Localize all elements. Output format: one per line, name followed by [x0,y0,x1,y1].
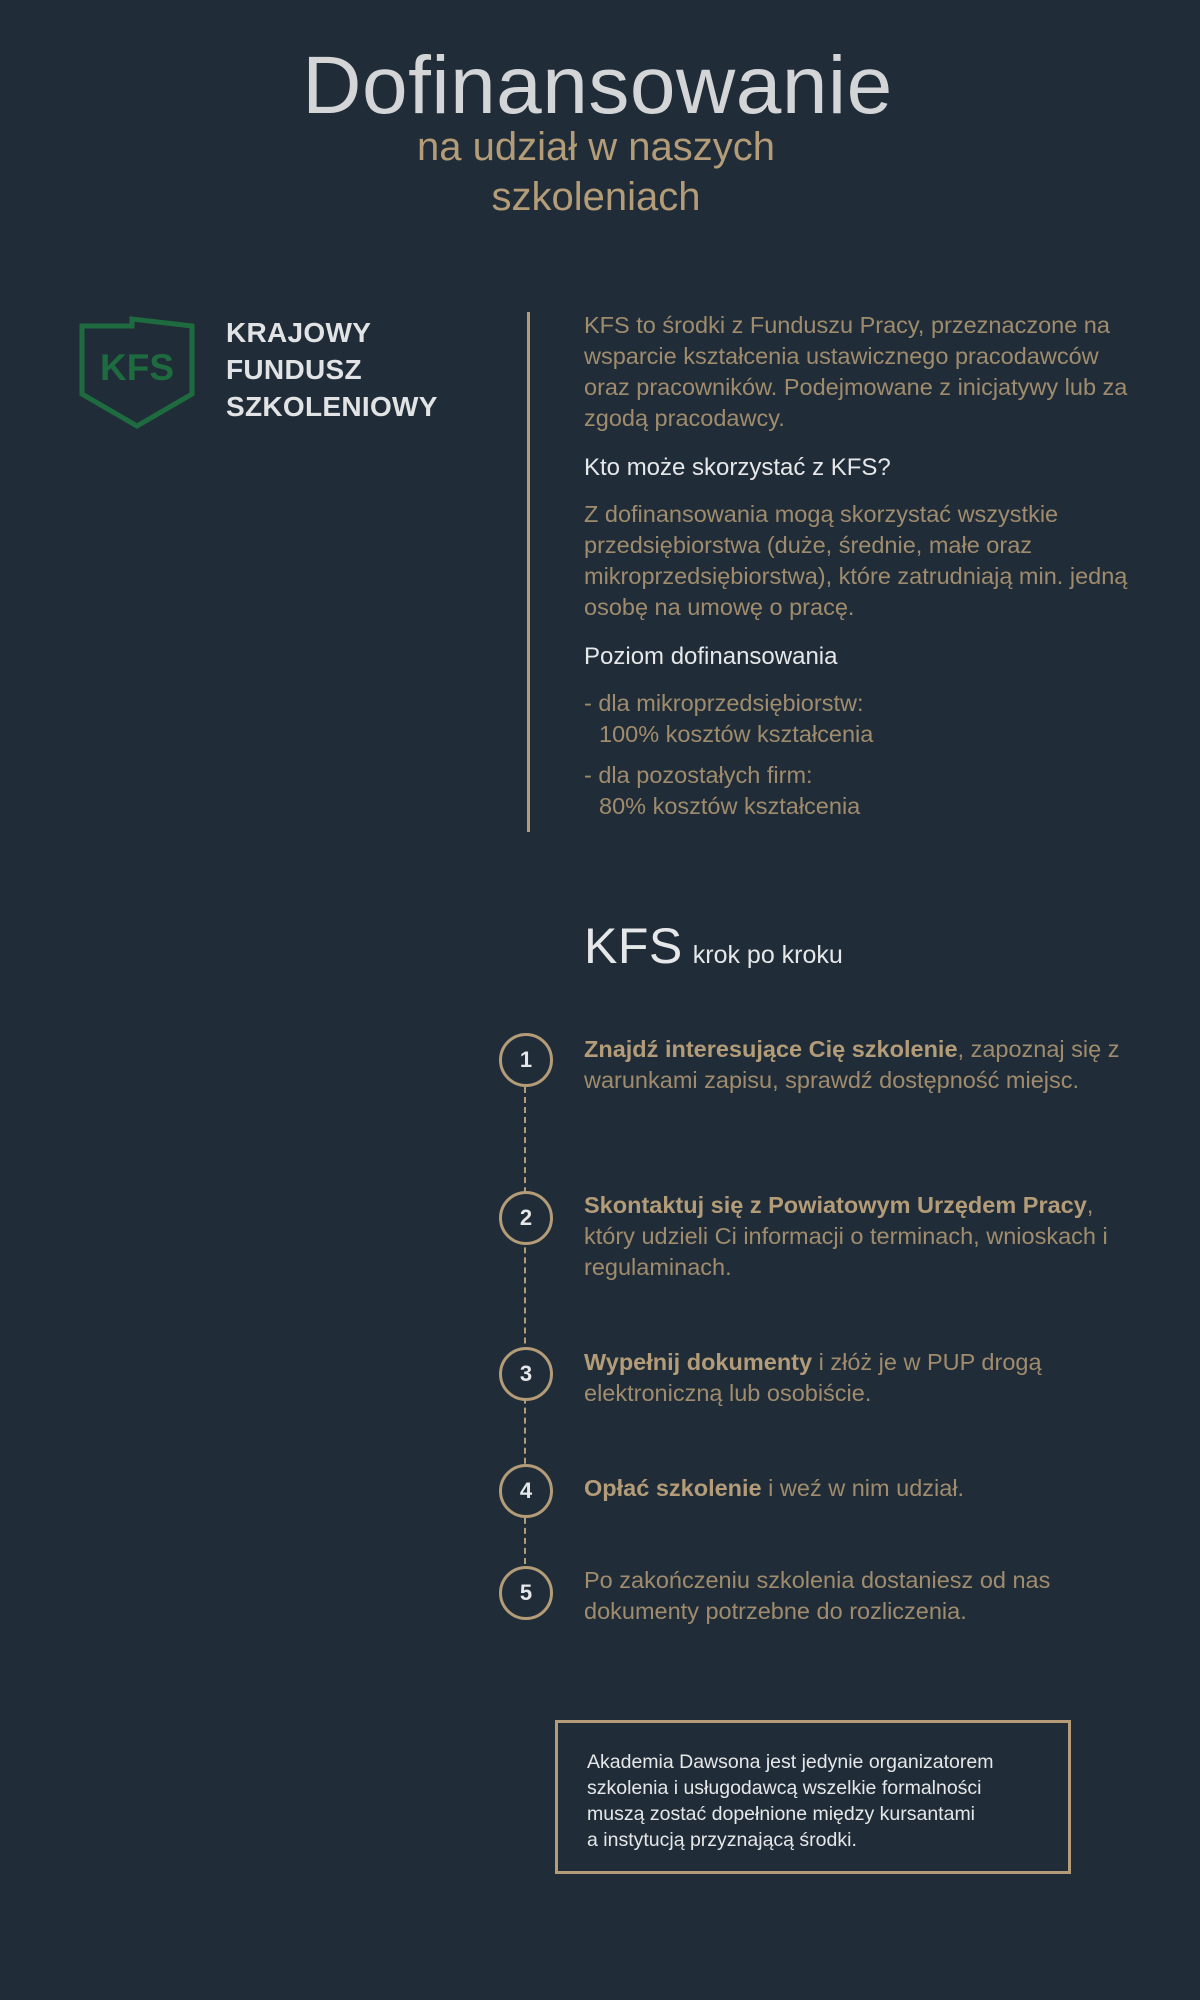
kfs-name-line: SZKOLENIOWY [226,391,438,422]
step-number-badge: 2 [499,1191,553,1245]
step-description: , który udzieli Ci informacji o terminach, wnioskach i regulaminach. [584,1192,1108,1280]
step-highlight: Skontaktuj się z Powiatowym Urzędem Pracy [584,1192,1087,1218]
step-number-badge: 1 [499,1033,553,1087]
vertical-divider [527,312,530,832]
step-description: i weź w nim udział. [761,1475,965,1501]
step-highlight: Opłać szkolenie [584,1475,762,1501]
step-highlight: Znajdź interesujące Cię szkolenie [584,1036,958,1062]
funding-level-value: 80% kosztów kształcenia [599,793,861,819]
step-description: Po zakończeniu szkolenia dostaniesz od nas dokumenty potrzebne do rozliczenia. [584,1567,1051,1624]
step-description: i złóż je w PUP drogą elektroniczną lub osobiście. [584,1349,1042,1406]
disclaimer-box [555,1720,1071,1874]
disclaimer-line: muszą zostać dopełnione między kursantami [587,1803,976,1825]
kfs-name-line: KRAJOWY [226,317,372,348]
step-highlight: Wypełnij dokumenty [584,1349,813,1375]
step-description: , zapoznaj się z warunkami zapisu, sprawdź dostępność miejsc. [584,1036,1120,1093]
subtitle-line: szkoleniach [491,175,701,219]
step-text [584,1473,1144,1504]
kfs-logo-text: KFS [100,347,174,388]
kfs-intro-text: KFS to środki z Funduszu Pracy, przeznaczone na wsparcie kształcenia ustawicznego pracodawców oraz pracowników. Podejmowane z inicjatywy lub za zgodą pracodawcy. [584,312,1128,431]
steps-heading-main: KFS [584,918,683,974]
list-item [584,760,1144,822]
list-item [584,688,1144,750]
step-number-badge: 5 [499,1566,553,1620]
eligibility-text: Z dofinansowania mogą skorzystać wszystkie przedsiębiorstwa (duże, średnie, małe oraz mikroprzedsiębiorstwa), które zatrudniają min. jedną osobę na umowę o pracę. [584,501,1128,620]
step-text [584,1565,1144,1627]
disclaimer-line: a instytucją przyznającą środki. [587,1829,857,1851]
step-text [584,1034,1144,1096]
kfs-name-line: FUNDUSZ [226,354,362,385]
disclaimer-line: Akademia Dawsona jest jedynie organizatorem [587,1751,994,1773]
step-number-badge: 4 [499,1464,553,1518]
page-title: Dofinansowanie [302,40,893,131]
funding-level-value: 100% kosztów kształcenia [599,721,874,747]
funding-level-label: - dla mikroprzedsiębiorstw: [584,690,864,716]
kfs-info [584,310,1144,832]
step-number-badge: 3 [499,1347,553,1401]
kfs-full-name [226,314,438,425]
page-subtitle [0,122,1192,222]
steps-heading-sub: krok po kroku [692,941,843,969]
disclaimer-line: szkolenia i usługodawcą wszelkie formalności [587,1777,982,1799]
funding-level-list [584,688,1144,822]
disclaimer-text [587,1749,1040,1853]
funding-level-heading: Poziom dofinansowania [584,643,838,670]
funding-level-label: - dla pozostałych firm: [584,762,813,788]
step-text [584,1190,1144,1283]
step-text [584,1347,1144,1409]
eligibility-heading: Kto może skorzystać z KFS? [584,454,891,481]
kfs-logo-icon [78,316,196,430]
subtitle-line: na udział w naszych [417,125,775,169]
steps-heading [584,916,843,976]
